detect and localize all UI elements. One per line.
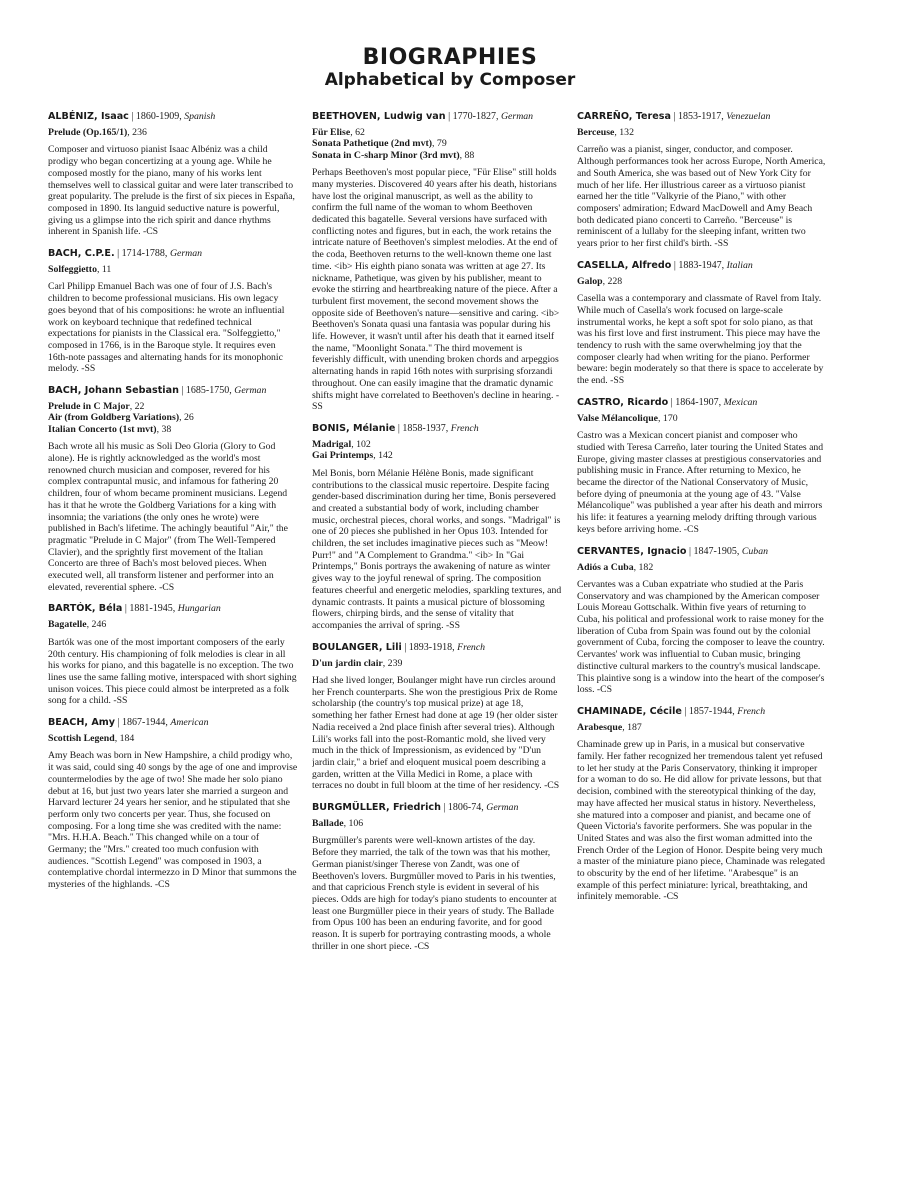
composer-heading [48,110,298,123]
composer-heading [577,705,827,718]
work-page: , 170 [658,412,678,424]
composer-name: BURGMÜLLER, Friedrich [312,802,441,814]
composer-name: BACH, Johann Sebastian [48,385,179,397]
work-title: Arabesque [577,721,623,733]
composer-years: | 1806-74, [440,802,487,814]
composer-entry [48,602,298,707]
column-1 [48,110,298,900]
composer-heading [48,716,298,729]
composer-nationality: American [170,717,209,729]
composer-bio: Casella was a contemporary and classmate of Ravel from Italy. While much of Casella's work focused on large-scale instrumental works, he kept a soft spot for solo piano, as that was his first love and first instrument. This piece may have the tendency to rush with the same overwhelming joy that the composer clearly had when writing for the piano. Performer beware: begin moderately so that there is space to accelerate by the end. -SS [577,293,824,387]
composer-name: CERVANTES, Ignacio [577,545,687,557]
column-2 [312,110,562,962]
composer-heading [312,801,562,814]
work-item [312,439,562,450]
composer-bio: Had she lived longer, Boulanger might have run circles around her French counterparts. She won the prestigious Prix de Rome scholarship (the country's top musical prize) at age 18, something her father Ernest had done at age 19 (her older sister Nadia received a 2nd place finish after several tries). Although Lili's works fall into the post-Romantic mold, she lived very much in the thick of Impressionism, as evidenced by "D'un jardin clair," a brief and eloquent musical poem describing a garden, written at the Villa Medici in Rome, a place with terraces no doubt in full bloom at the time of her residency. -CS [312,675,560,792]
composer-years: | 1770-1827, [445,111,501,122]
composer-name: CARREÑO, Teresa [577,111,671,122]
work-title: Valse Mélancolique [577,412,659,424]
work-list [577,127,827,138]
composer-name: BONIS, Mélanie [312,422,396,434]
work-page: , 142 [373,450,393,462]
work-item [48,127,298,138]
work-page: , 26 [179,412,194,424]
work-title: Berceuse [577,127,615,138]
composer-nationality: Cuban [741,545,768,557]
work-title: Madrigal [312,438,352,450]
composer-name: BEETHOVEN, Ludwig van [312,111,446,122]
work-item [577,413,827,424]
composer-nationality: German [169,248,203,260]
work-title: Scottish Legend [48,733,115,745]
column-3 [577,110,827,912]
work-item [312,127,562,138]
composer-heading [312,422,562,435]
work-page: , 11 [96,264,112,276]
work-item [577,722,827,733]
composer-heading [48,247,298,260]
composer-years: | 1857-1944, [681,705,738,717]
composer-nationality: French [457,641,486,653]
composer-heading [48,602,298,615]
work-page: , 228 [602,275,623,287]
composer-name: CASELLA, Alfredo [577,259,672,271]
work-title: D'un jardin clair [312,657,383,669]
work-page: , 184 [114,733,135,745]
composer-entry [312,641,562,792]
composer-name: CASTRO, Ricardo [577,396,669,408]
composer-years: | 1685-1750, [178,385,235,397]
work-list [312,818,562,829]
work-page: , 22 [129,401,145,413]
work-item [48,264,298,275]
page-title: BIOGRAPHIES [362,45,538,70]
composer-name: BOULANGER, Lili [312,641,402,653]
work-page: , 132 [614,127,634,138]
composer-heading [577,259,827,272]
work-title: Air (from Goldberg Variations) [48,412,180,424]
work-title: Für Elise [312,127,351,138]
composer-bio: Castro was a Mexican concert pianist and composer who studied with Teresa Carreño, later touring the United States and Europe, giving master classes at prestigious conservatories and publishing music in France. After returning to Mexico, he became the director of the National Conservatory of Music, before dying of pneumonia at the young age of 43. "Valse Mélancolique" was published a year after his death and mirrors his life: it features a yearning melody drifting through various keys before arriving home. -CS [577,430,824,535]
composer-entry [312,110,562,413]
composer-name: ALBÉNIZ, Isaac [48,111,129,122]
work-title: Solfeggietto [48,264,97,276]
composer-years: | 1860-1909, [128,111,185,122]
composer-heading [312,641,562,654]
composer-nationality: Hungarian [177,603,221,615]
work-list [577,413,827,424]
work-title: Ballade [312,818,344,830]
composer-years: | 1714-1788, [114,248,170,260]
work-title: Sonata in C-sharp Minor (3rd mvt) [312,149,460,161]
composer-years: | 1867-1944, [115,717,171,729]
composer-entry [577,259,827,387]
composer-entry [577,705,827,903]
work-title: Bagatelle [48,619,87,631]
work-page: , 236 [127,127,147,138]
composer-bio: Bartók was one of the most important composers of the early 20th century. His championing of folk melodies is clear in all his works for piano, and this bagatelle is no exception. The two lines use the same falling motive, interspaced with short sighing unison voices. This piece could almost be interpreted as a folk song for a child. -SS [48,636,297,707]
composer-bio: Bach wrote all his music as Soli Deo Gloria (Glory to God alone). He is rightly acknowledged as the world's most renowned church musician and composer, revered for his complex contrapuntal music, and infamous for fathering 20 children, four of whom became prominent musicians. Legend has it that he wrote the Goldberg Variations for a king with insomnia; the variations (the only ones he wrote) were published in Bach's lifetime. The achingly beautiful "Air," the pragmatic "Prelude in C Major" (from The Well-Tempered Clavier), and the sprightly first movement of the Italian Concerto are three of Bach's most beloved pieces. When executed well, all transform listener and performer into an elevated, reverential sphere. -CS [48,441,288,593]
composer-name: CHAMINADE, Cécile [577,705,682,717]
composer-entry [48,716,298,891]
work-title: Galop [577,275,603,287]
work-page: , 88 [459,149,475,161]
composer-nationality: French [450,422,479,434]
work-title: Sonata Pathetique (2nd mvt) [312,138,433,150]
composer-entry [312,801,562,952]
work-title: Prelude in C Major [48,401,130,413]
composer-years: | 1847-1905, [686,545,742,557]
composer-nationality: German [234,385,267,397]
work-item [312,658,562,669]
work-item [312,450,562,461]
work-item [48,424,298,435]
work-title: Italian Concerto (1st mvt) [48,423,157,435]
composer-years: | 1858-1937, [395,422,451,434]
composer-entry [48,384,298,593]
composer-nationality: Spanish [184,111,216,122]
work-title: Adiós a Cuba [577,561,634,573]
work-page: , 246 [86,619,107,631]
work-item [48,401,298,412]
composer-heading [577,110,827,123]
work-list [312,127,562,161]
work-title: Prelude (Op.165/1) [48,127,128,138]
work-page: , 62 [350,127,365,138]
work-list [577,276,827,287]
composer-nationality: Mexican [723,396,758,408]
work-list [312,658,562,669]
work-page: , 182 [633,561,654,573]
composer-entry [577,110,827,250]
work-item [312,150,562,161]
work-item [577,127,827,138]
work-item [577,562,827,573]
composer-nationality: German [500,111,534,122]
composer-name: BEACH, Amy [48,717,116,729]
composer-heading [312,110,562,123]
work-page: , 79 [432,138,447,150]
composer-heading [48,384,298,397]
work-list [577,722,827,733]
page-header [0,46,900,91]
composer-years: | 1883-1947, [671,259,727,271]
composer-bio: Carreño was a pianist, singer, conductor, and composer. Although performances took her across Europe, North America, and South America, she was based out of New York City for much of her life. Her illustrious career as a virtuoso pianist earned her the title "Valkyrie of the Piano," with other composers' admiration; Edward MacDowell and Amy Beach both dedicated piano concerti to Carreño. "Berceuse" is reminiscent of a lullaby for the sleeping infant, written two years prior to her first child's birth. -SS [577,144,826,250]
composer-bio: Perhaps Beethoven's most popular piece, "Für Elise" still holds many mysteries. Discovered 40 years after his death, historians have lost the original manuscript, as well as the ability to confirm the full name of the woman to whom Beethoven dedicated this bagatelle. Several versions have surfaced with conflicting notes and figures, but in each, the work retains the intricate nature of Beethoven's simplest melodies. At the end of the coda, Beethoven returns to the well-known theme one last time. <ib> His eighth piano sonata was written at age 27. Its nickname, Pathetique, was given by his publisher, meant to evoke the stirring and heartbreaking nature of the piece. After a turbulent first movement, the second movement shows the opposite side of Beethoven's nature—sensitive and caring. <ib> Beethoven's Sonata quasi una fantasia was popular during his life. However, it wasn't until after his death that it earned itself the name, "Moonlight Sonata." The third movement is feverishly difficult, with unending broken chords and arpeggios alternating hands in rapid 16th notes with surprising sforzandi throughout. One can easily imagine that the dramatic dynamic shifts might have correlated to Beethoven's decline in hearing. -SS [312,167,560,413]
work-page: , 187 [622,721,642,733]
work-list [48,619,298,630]
composer-years: | 1853-1917, [670,111,727,122]
work-list [48,401,298,435]
work-list [48,264,298,275]
composer-bio: Chaminade grew up in Paris, in a musical but conservative family. Her father recognized her tremendous talent yet refused to let her study at the Paris Conservatory, thinking it improper for a woman to do so. He did allow for private lessons, but that decision, combined with the stereotypical thinking of the day, may have affected her musical status in history. Nevertheless, she matured into a composer and pianist, and became one of Queen Victoria's favorite performers. She was popular in the United States and was also the first woman admitted into the French Order of the Legion of Honor. Despite being very much a master of the miniature piano piece, Chaminade was relegated to obscurity by the end of her lifetime. "Arabesque" is an example of this perfect miniature: lyrical, breathtaking, and infinitely memorable. -CS [577,739,826,903]
composer-entry [48,110,298,238]
composer-bio: Mel Bonis, born Mélanie Hélène Bonis, made significant contributions to the classical music repertoire. Despite facing gender-based discrimination during her time, Bonis persevered and created a substantial body of work, including chamber music, orchestral pieces, choral works, and songs. "Madrigal" is one of 20 pieces she published in her Opus 103. Intended for children, the set includes imaginative pieces such as "Meow! Purr!" and "A Complement to Grandma." <ib> In "Gai Printemps," Bonis portrays the awakening of nature as winter gives way to the joyful renewal of spring. The composition features cheerful and energetic melodies, sparkling textures, and dynamic contrasts. It paints a musical picture of blossoming flowers, chirping birds, and the sense of vitality that accompanies the arrival of spring. -SS [312,467,562,631]
work-item [48,733,298,744]
composer-bio: Cervantes was a Cuban expatriate who studied at the Paris Conservatory and was championed by the American composer Louis Moreau Gottschalk. Within five years of returning to Cuba, his political and professional work to raise money for the liberation of Cuba from Spain was found out by the colonial government of Cuba, forcing the composer to leave the country. Cervantes' work was influential to Cuban music, bringing distinctive cultural markers to the country's musical landscape. This plaintive song is a window into the heart of the composer's loss. -CS [577,578,825,696]
composer-nationality: Venezuelan [726,111,771,122]
composer-heading [577,545,827,558]
work-list [577,562,827,573]
composer-bio: Carl Philipp Emanuel Bach was one of four of J.S. Bach's children to become professional musicians. His own legacy goes beyond that of his compositions: he wrote an influential work on keyboard technique that redefined technical expectations for pianists in the Classical era. "Solfeggietto," composed in 1766, is in the Baroque style. It requires even 16th-note passages and alternating hands for its monophonic melody. -SS [48,281,285,375]
composer-entry [577,545,827,696]
composer-heading [577,396,827,409]
composer-name: BARTÓK, Béla [48,603,123,615]
work-list [312,439,562,462]
composer-name: BACH, C.P.E. [48,248,115,260]
composer-entry [577,396,827,536]
composer-entry [48,247,298,375]
work-item [312,818,562,829]
work-title: Gai Printemps [312,450,374,462]
work-page: , 102 [351,438,371,450]
work-item [48,619,298,630]
composer-years: | 1881-1945, [122,603,178,615]
work-page: , 239 [382,657,403,669]
composer-years: | 1864-1907, [668,396,724,408]
work-item [312,138,562,149]
work-item [577,276,827,287]
composer-bio: Amy Beach was born in New Hampshire, a child prodigy who, it was said, could sing 40 songs by the age of one and improvise countermelodies by the age of two! She made her solo piano debut at 16, but just two years later she married a surgeon and Harvard lecturer 24 years her senior, and he stipulated that she perform only two concerts per year. Thus, she focused on composing. For a long time she was credited with the name: "Mrs. H.H.A. Beach." This changed while on a tour of Germany; the "Mrs." created too much confusion with audiences. "Scottish Legend" was composed in 1903, a contemplative chordal intermezzo in D Minor that summons the mysteries of the highlands. -CS [48,750,298,891]
composer-years: | 1893-1918, [401,641,458,653]
composer-nationality: German [486,802,519,814]
work-item [48,412,298,423]
work-list [48,127,298,138]
work-page: , 38 [156,423,172,435]
work-list [48,733,298,744]
composer-nationality: Italian [726,259,753,271]
composer-entry [312,422,562,632]
composer-bio: Composer and virtuoso pianist Isaac Albéniz was a child prodigy who began concertizing at a young age. While he composed mostly for the piano, many of his works lent themselves well to classical guitar and were later transcribed to great popularity. The prelude is the first of six pieces in España, composed in 1890. Its languid seductive nature is powerful, giving us a glimpse into the rich spirit and dance rhythms inherent in Spanish life. -CS [48,144,295,238]
composer-bio: Burgmüller's parents were well-known artistes of the day. Before they married, the talk of the town was that his mother, German pianist/singer Therese von Zandt, was one of Beethoven's lovers. Burgmüller moved to Paris in his twenties, and that capricious French style is evident in several of his pieces. Odds are high for today's piano students to encounter at least one Burgmüller piece in their years of study. The Ballade from Opus 100 has been an enduring favorite, and for good reason. It is superb for portraying contrasting moods, a whole thriller in one short piece. -CS [312,835,557,952]
page-subtitle: Alphabetical by Composer [324,70,576,90]
work-page: , 106 [343,818,364,830]
composer-nationality: French [737,705,766,717]
